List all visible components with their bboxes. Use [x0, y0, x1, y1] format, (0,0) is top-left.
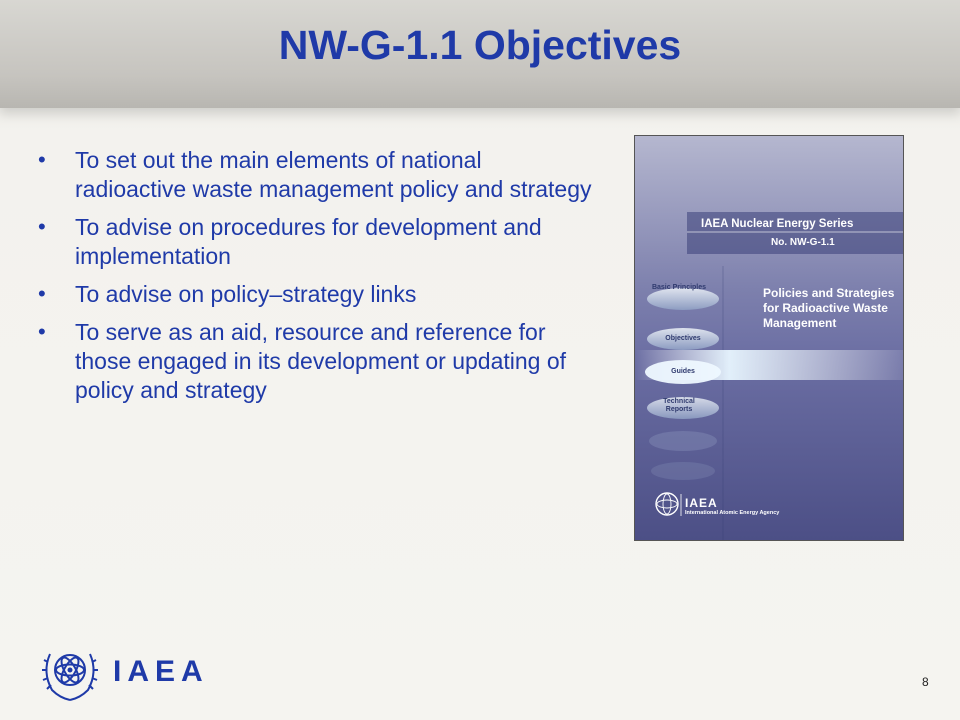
- bullet-icon: •: [38, 147, 46, 172]
- cover-iaea-logo: IAEA: [685, 496, 718, 510]
- bullet-item: [38, 213, 598, 271]
- disc-label-technical-reports: Technical Reports: [663, 398, 695, 413]
- publication-cover-image: [634, 135, 904, 541]
- bullet-text: To set out the main elements of national radioactive waste management policy and strategy: [75, 147, 592, 202]
- cover-agency-name: International Atomic Energy Agency: [685, 510, 780, 516]
- disc-label-basic-principles: Basic Principles: [651, 284, 707, 291]
- bullet-icon: •: [38, 214, 46, 239]
- bullet-icon: •: [38, 319, 46, 344]
- iaea-emblem-icon: [38, 640, 102, 704]
- bullet-list: [38, 146, 598, 414]
- footer-iaea-wordmark: IAEA: [113, 655, 209, 688]
- bullet-icon: •: [38, 281, 46, 306]
- cover-series-title: IAEA Nuclear Energy Series: [701, 218, 854, 230]
- disc-label-objectives: Objectives: [665, 335, 701, 342]
- disc-label-guides: Guides: [671, 368, 695, 375]
- bullet-item: [38, 146, 598, 204]
- bullet-text: To advise on procedures for development and implementation: [75, 214, 542, 269]
- bullet-item: [38, 318, 598, 405]
- bullet-item: [38, 280, 598, 309]
- cover-number: No. NW-G-1.1: [771, 237, 835, 248]
- page-number: 8: [922, 675, 929, 689]
- cover-title: Policies and Strategies for Radioactive Waste Management: [763, 286, 895, 330]
- slide-title: NW-G-1.1 Objectives: [278, 22, 682, 68]
- bullet-text: To advise on policy–strategy links: [75, 281, 417, 307]
- bullet-text: To serve as an aid, resource and reference for those engaged in its development or updating of policy and strategy: [75, 319, 567, 403]
